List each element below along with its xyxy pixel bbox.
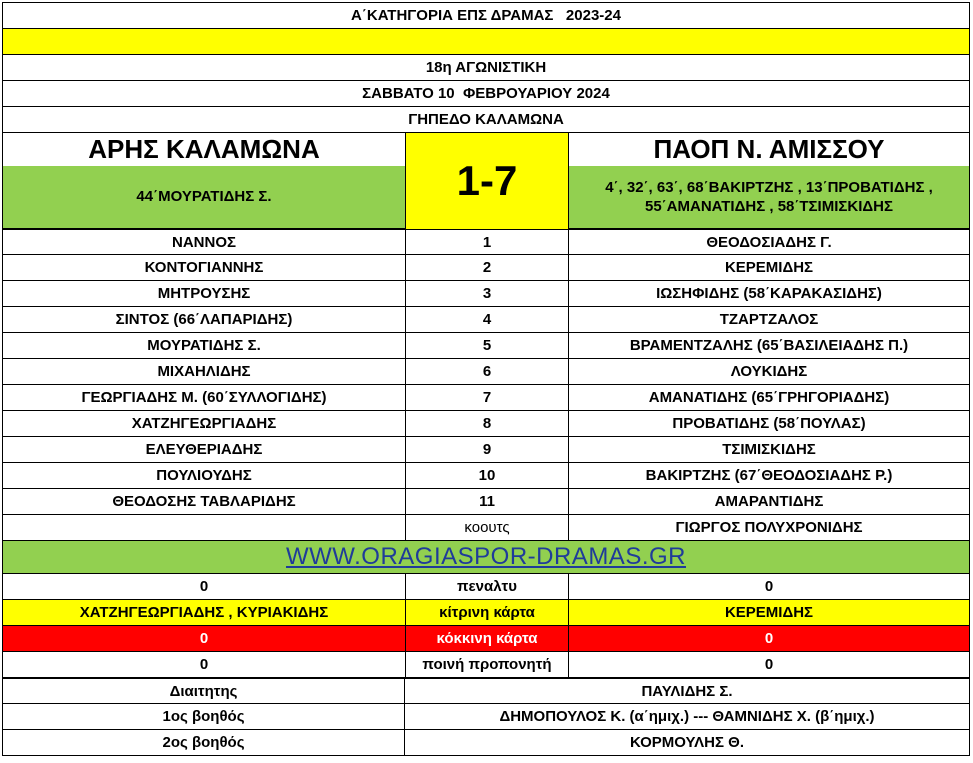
date-row xyxy=(2,81,970,107)
home-coach xyxy=(3,515,405,540)
away-scorers xyxy=(569,166,969,228)
away-player: ΛΟΥΚΙΔΗΣ xyxy=(730,363,808,380)
coach-penalty-row xyxy=(2,652,970,678)
competition-title-row xyxy=(2,2,970,29)
yellow-card-label: κίτρινη κάρτα xyxy=(405,600,569,625)
away-coach: ΓΙΩΡΓΟΣ ΠΟΛΥΧΡΟΝΙΔΗΣ xyxy=(675,519,863,536)
away-player: ΘΕΟΔΟΣΙΑΔΗΣ Γ. xyxy=(706,233,832,251)
official-row xyxy=(2,704,970,730)
home-red-cards: 0 xyxy=(199,630,209,647)
home-coach-penalty: 0 xyxy=(199,656,209,673)
competition-title: Α΄ΚΑΤΗΓΟΡΙΑ ΕΠΣ ΔΡΑΜΑΣ 2023-24 xyxy=(351,7,621,24)
away-coach-penalty: 0 xyxy=(764,656,774,673)
officials-table xyxy=(2,678,970,756)
lineup-row xyxy=(2,229,970,255)
yellow-card-row xyxy=(2,600,970,626)
shirt-number: 7 xyxy=(405,385,569,410)
lineup-row xyxy=(2,359,970,385)
home-team-name: ΑΡΗΣ ΚΑΛΑΜΩΝΑ xyxy=(88,133,320,164)
venue-row xyxy=(2,107,970,133)
home-scorers: 44΄ΜΟΥΡΑΤΙΔΗΣ Σ. xyxy=(3,166,405,228)
score-block xyxy=(2,133,970,229)
shirt-number: 2 xyxy=(405,255,569,280)
lineup-row xyxy=(2,333,970,359)
shirt-number: 4 xyxy=(405,307,569,332)
coach-row xyxy=(2,515,970,541)
yellow-band xyxy=(2,29,970,55)
home-player: ΚΟΝΤΟΓΙΑΝΝΗΣ xyxy=(144,259,264,276)
away-team-name: ΠΑΟΠ Ν. ΑΜΙΣΣΟΥ xyxy=(653,133,885,164)
away-player: ΤΣΙΜΙΣΚΙΔΗΣ xyxy=(722,441,816,458)
lineup-row xyxy=(2,463,970,489)
home-player: ΧΑΤΖΗΓΕΩΡΓΙΑΔΗΣ xyxy=(131,415,277,432)
away-player: ΒΑΚΙΡΤΖΗΣ (67΄ΘΕΟΔΟΣΙΑΔΗΣ Ρ.) xyxy=(645,467,893,484)
home-player: ΜΟΥΡΑΤΙΔΗΣ Σ. xyxy=(147,337,261,354)
shirt-number: 5 xyxy=(405,333,569,358)
away-player: ΙΩΣΗΦΙΔΗΣ (58΄ΚΑΡΑΚΑΣΙΔΗΣ) xyxy=(656,285,882,302)
home-yellow-cards: ΧΑΤΖΗΓΕΩΡΓΙΑΔΗΣ , ΚΥΡΙΑΚΙΔΗΣ xyxy=(79,604,329,621)
official-name: ΚΟΡΜΟΥΛΗΣ Θ. xyxy=(629,734,745,751)
home-penalties: 0 xyxy=(199,578,209,595)
home-player: ΝΑΝΝΟΣ xyxy=(172,233,236,251)
penalty-label: πεναλτυ xyxy=(405,574,569,599)
away-player: ΒΡΑΜΕΝΤΖΑΛΗΣ (65΄ΒΑΣΙΛΕΙΑΔΗΣ Π.) xyxy=(629,337,909,354)
away-player: ΑΜΑΝΑΤΙΔΗΣ (65΄ΓΡΗΓΟΡΙΑΔΗΣ) xyxy=(648,389,890,406)
lineup-row xyxy=(2,437,970,463)
official-row xyxy=(2,730,970,756)
website-link[interactable]: WWW.ORAGIASPOR-DRAMAS.GR xyxy=(285,543,686,570)
lineup-row xyxy=(2,411,970,437)
away-player: ΤΖΑΡΤΖΑΛΟΣ xyxy=(719,311,819,328)
home-player: ΜΙΧΑΗΛΙΔΗΣ xyxy=(157,363,251,380)
away-red-cards: 0 xyxy=(764,630,774,647)
official-name: ΠΑΥΛΙΔΗΣ Σ. xyxy=(641,682,733,700)
red-card-row xyxy=(2,626,970,652)
away-penalties: 0 xyxy=(764,578,774,595)
shirt-number: 1 xyxy=(405,230,569,254)
lineups-table xyxy=(2,229,970,515)
official-role: 2ος βοηθός xyxy=(3,730,405,755)
away-player: ΚΕΡΕΜΙΔΗΣ xyxy=(724,259,814,276)
match-sheet xyxy=(2,2,970,756)
shirt-number: 9 xyxy=(405,437,569,462)
round-row xyxy=(2,55,970,81)
shirt-number: 3 xyxy=(405,281,569,306)
away-scorers-line-2: 55΄ΑΜΑΝΑΤΙΔΗΣ , 58΄ΤΣΙΜΙΣΚΙΔΗΣ xyxy=(645,197,893,215)
home-team-column xyxy=(3,133,405,228)
round-label: 18η ΑΓΩΝΙΣΤΙΚΗ xyxy=(425,59,547,76)
lineup-row xyxy=(2,307,970,333)
official-role: 1ος βοηθός xyxy=(3,704,405,729)
home-player: ΜΗΤΡΟΥΣΗΣ xyxy=(157,285,251,302)
away-yellow-cards: ΚΕΡΕΜΙΔΗΣ xyxy=(724,604,814,621)
venue-label: ΓΗΠΕΔΟ ΚΑΛΑΜΩΝΑ xyxy=(408,111,564,128)
coach-penalty-label: ποινή προπονητή xyxy=(405,652,569,677)
home-player: ΕΛΕΥΘΕΡΙΑΔΗΣ xyxy=(145,441,263,458)
shirt-number: 11 xyxy=(405,489,569,514)
away-team-column xyxy=(569,133,969,228)
lineup-row xyxy=(2,489,970,515)
home-player: ΓΕΩΡΓΙΑΔΗΣ Μ. (60΄ΣΥΛΛΟΓΙΔΗΣ) xyxy=(81,389,327,406)
away-player: ΑΜΑΡΑΝΤΙΔΗΣ xyxy=(714,493,824,510)
website-row xyxy=(2,541,970,574)
lineup-row xyxy=(2,255,970,281)
official-row xyxy=(2,678,970,704)
official-name: ΔΗΜΟΠΟΥΛΟΣ Κ. (α΄ημιχ.) --- ΘΑΜΝΙΔΗΣ Χ. (β΄ημιχ.) xyxy=(499,708,875,725)
away-player: ΠΡΟΒΑΤΙΔΗΣ (58΄ΠΟΥΛΑΣ) xyxy=(672,415,866,432)
shirt-number: 6 xyxy=(405,359,569,384)
penalty-row xyxy=(2,574,970,600)
away-scorers-line-1: 4΄, 32΄, 63΄, 68΄ΒΑΚΙΡΤΖΗΣ , 13΄ΠΡΟΒΑΤΙΔΗΣ , xyxy=(605,178,933,196)
final-score: 1-7 xyxy=(405,133,569,229)
shirt-number: 10 xyxy=(405,463,569,488)
lineup-row xyxy=(2,281,970,307)
red-card-label: κόκκινη κάρτα xyxy=(405,626,569,651)
home-player: ΘΕΟΔΟΣΗΣ ΤΑΒΛΑΡΙΔΗΣ xyxy=(112,493,296,510)
coach-label: κοουτς xyxy=(405,515,569,540)
match-date: ΣΑΒΒΑΤΟ 10 ΦΕΒΡΟΥΑΡΙΟΥ 2024 xyxy=(362,85,610,102)
home-player: ΠΟΥΛΙΟΥΔΗΣ xyxy=(156,467,252,484)
official-role: Διαιτητης xyxy=(3,679,405,703)
home-player: ΣΙΝΤΟΣ (66΄ΛΑΠΑΡΙΔΗΣ) xyxy=(115,311,293,328)
lineup-row xyxy=(2,385,970,411)
shirt-number: 8 xyxy=(405,411,569,436)
